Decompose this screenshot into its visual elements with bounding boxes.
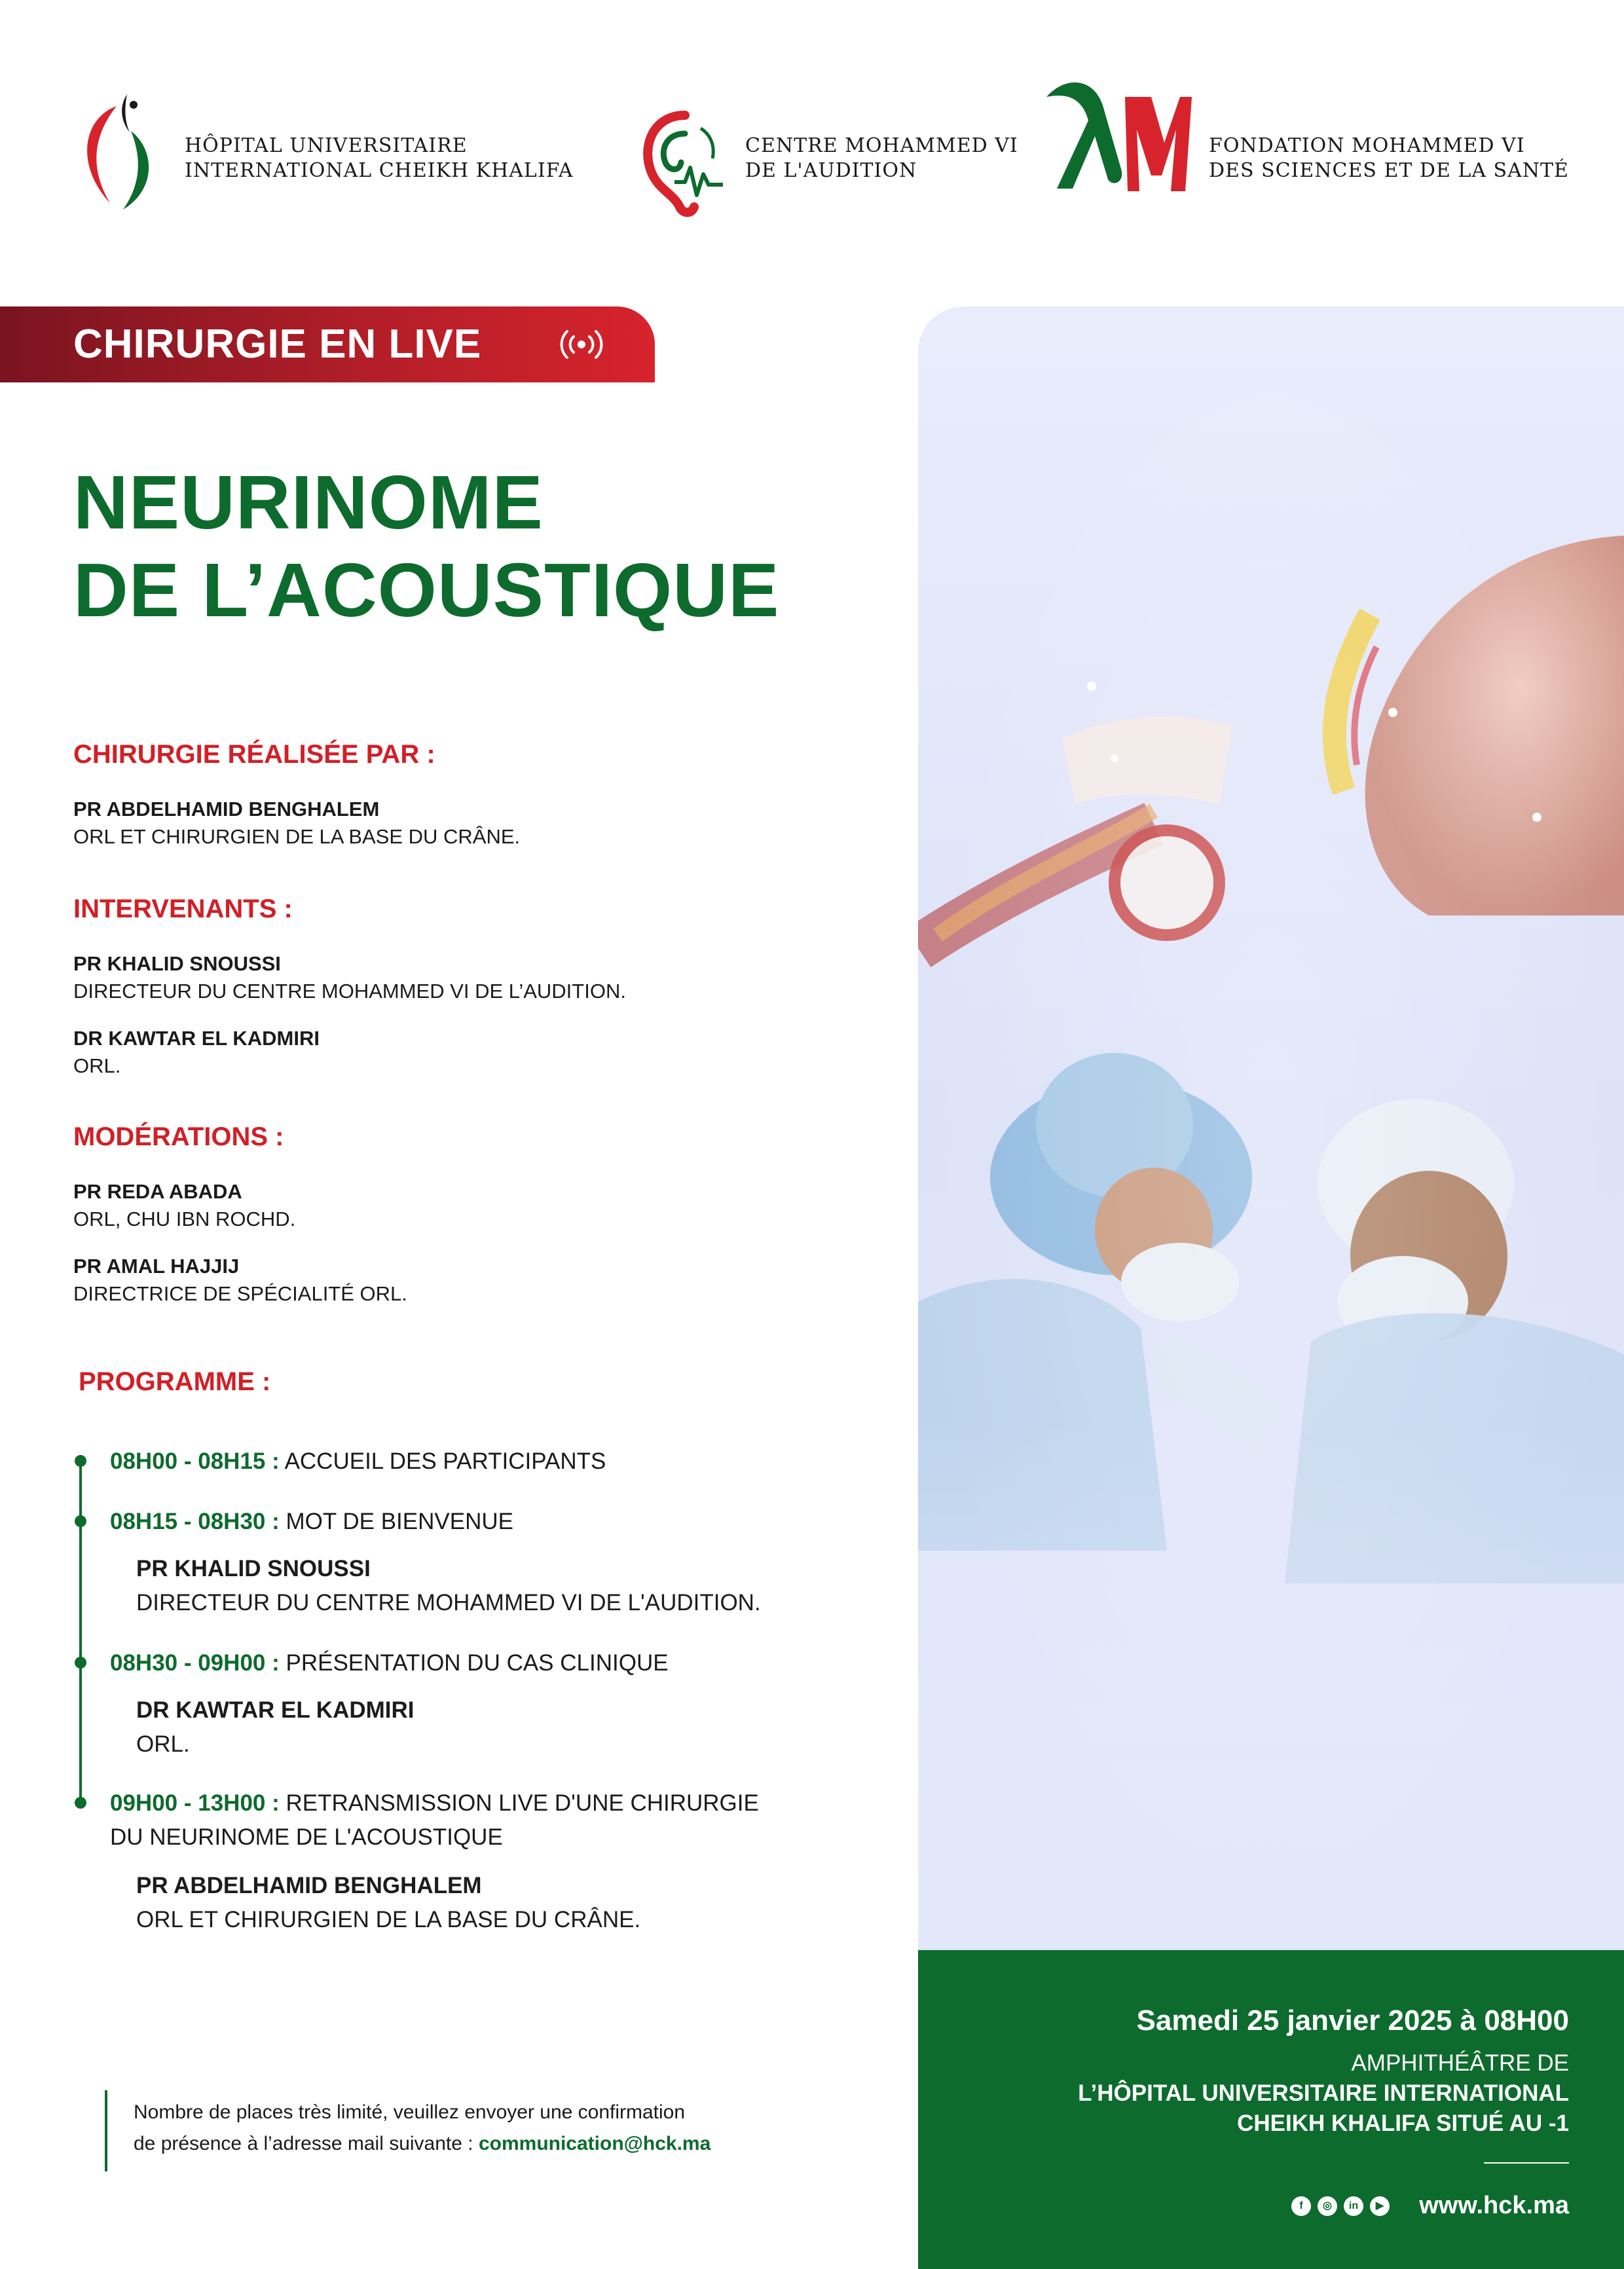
programme-heading: PROGRAMME :: [79, 1367, 271, 1396]
org1-line2: INTERNATIONAL CHEIKH KHALIFA: [185, 159, 574, 182]
programme-time: 08H00 - 08H15 :: [110, 1448, 280, 1474]
divider: [1484, 2162, 1569, 2164]
youtube-icon[interactable]: ▶: [1370, 2196, 1390, 2216]
cmva-ear-logo-icon: [634, 109, 732, 220]
programme-time: 08H15 - 08H30 :: [110, 1509, 280, 1534]
programme-desc: MOT DE BIENVENUE: [286, 1509, 513, 1534]
speaker-1-name: PR KHALID SNOUSSI: [73, 952, 281, 975]
timeline-dot: [75, 1797, 86, 1809]
instagram-icon[interactable]: ◎: [1318, 2196, 1337, 2216]
programme-speaker-role: DIRECTEUR DU CENTRE MOHAMMED VI DE L'AUDITION.: [136, 1590, 761, 1615]
title-line2: DE L’ACOUSTIQUE: [73, 547, 780, 633]
fm6ss-logo-icon: [1040, 71, 1194, 199]
org3-line2: DES SCIENCES ET DE LA SANTÉ: [1209, 159, 1569, 182]
org2-line2: DE L'AUDITION: [745, 159, 917, 182]
moderators-heading: MODÉRATIONS :: [73, 1122, 284, 1151]
linkedin-icon[interactable]: in: [1344, 2196, 1363, 2216]
moderator-1-role: ORL, CHU IBN ROCHD.: [73, 1208, 296, 1230]
programme-item-4: [110, 1786, 759, 1820]
surgeon-role: ORL ET CHIRURGIEN DE LA BASE DU CRÂNE.: [73, 825, 521, 848]
title-line1: NEURINOME: [73, 460, 544, 545]
page-title: [73, 458, 779, 634]
timeline-dot: [75, 1657, 86, 1669]
programme-desc: PRÉSENTATION DU CAS CLINIQUE: [286, 1650, 669, 1676]
note-line2: [134, 2130, 710, 2158]
programme-speaker-role: ORL ET CHIRURGIEN DE LA BASE DU CRÂNE.: [136, 1907, 641, 1932]
speaker-1-role: DIRECTEUR DU CENTRE MOHAMMED VI DE L’AUDITION.: [73, 980, 626, 1003]
org1-line1: HÔPITAL UNIVERSITAIRE: [185, 134, 468, 157]
programme-time: 08H30 - 09H00 :: [110, 1650, 280, 1676]
contact-email-link[interactable]: communication@hck.ma: [478, 2133, 711, 2154]
programme-speaker: PR ABDELHAMID BENGHALEM: [136, 1873, 482, 1898]
hero-image-panel: [918, 306, 1624, 1950]
website-link[interactable]: www.hck.ma: [1419, 2192, 1569, 2219]
programme-item-3: [110, 1646, 669, 1680]
speaker-2-role: ORL.: [73, 1054, 121, 1077]
surgery-heading: CHIRURGIE RÉALISÉE PAR :: [73, 740, 435, 769]
note-accent-bar: [105, 2090, 107, 2171]
note-line1: Nombre de places très limité, veuillez envoyer une confirmation: [134, 2101, 686, 2123]
moderator-2-name: PR AMAL HAJJIJ: [73, 1255, 240, 1278]
programme-desc: RETRANSMISSION LIVE D'UNE CHIRURGIE: [286, 1790, 759, 1816]
event-date: Samedi 25 janvier 2025 à 08H00: [1136, 2004, 1569, 2037]
timeline-line: [79, 1455, 82, 1802]
org1-name: [185, 134, 574, 183]
org3-name: [1209, 134, 1569, 183]
programme-desc-continued: DU NEURINOME DE L'ACOUSTIQUE: [110, 1824, 503, 1850]
moderator-1-name: PR REDA ABADA: [73, 1180, 242, 1203]
event-venue-line3: CHEIKH KHALIFA SITUÉ AU -1: [1237, 2111, 1569, 2136]
programme-item-1: [110, 1445, 606, 1479]
programme-item-2: [110, 1505, 513, 1539]
event-venue-line2: L’HÔPITAL UNIVERSITAIRE INTERNATIONAL: [1078, 2080, 1569, 2106]
hck-logo-icon: [71, 92, 169, 216]
programme-time: 09H00 - 13H00 :: [110, 1790, 280, 1816]
timeline-dot: [75, 1515, 86, 1527]
speakers-heading: INTERVENANTS :: [73, 895, 293, 923]
programme-speaker: PR KHALID SNOUSSI: [136, 1556, 371, 1581]
programme-speaker-role: ORL.: [136, 1731, 190, 1757]
programme-speaker: DR KAWTAR EL KADMIRI: [136, 1697, 415, 1723]
note-line2-prefix: de présence à l’adresse mail suivante :: [134, 2133, 479, 2154]
org2-name: [745, 134, 1018, 183]
surgeon-name: PR ABDELHAMID BENGHALEM: [73, 798, 380, 821]
facebook-icon[interactable]: f: [1291, 2196, 1311, 2216]
speaker-2-name: DR KAWTAR EL KADMIRI: [73, 1027, 320, 1050]
org2-line1: CENTRE MOHAMMED VI: [745, 134, 1018, 157]
surgery-ear-illustration-icon: [918, 306, 1624, 1950]
timeline-dot: [75, 1455, 86, 1467]
moderator-2-role: DIRECTRICE DE SPÉCIALITÉ ORL.: [73, 1282, 407, 1305]
org3-line1: FONDATION MOHAMMED VI: [1209, 134, 1525, 157]
live-badge-label: CHIRURGIE EN LIVE: [73, 322, 482, 367]
event-venue-line1: AMPHITHÉÂTRE DE: [1351, 2050, 1569, 2076]
live-broadcast-icon: [555, 329, 608, 360]
programme-desc: ACCUEIL DES PARTICIPANTS: [284, 1448, 606, 1474]
